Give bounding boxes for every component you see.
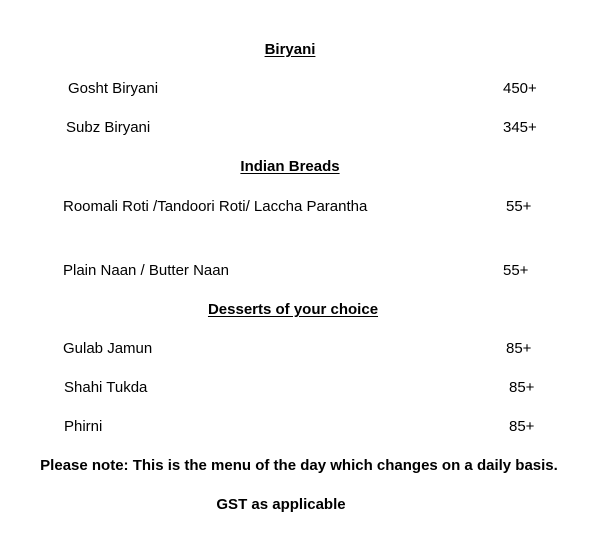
menu-item-name: Plain Naan / Butter Naan xyxy=(63,262,229,279)
menu-item-name: Subz Biryani xyxy=(66,119,151,136)
menu-item-name: Phirni xyxy=(64,418,103,435)
section-heading-biryani: Biryani xyxy=(264,41,316,58)
menu-item-name: Gosht Biryani xyxy=(68,80,159,97)
menu-item-price: 450+ xyxy=(503,80,537,97)
menu-item-price: 85+ xyxy=(509,379,535,396)
daily-menu-note: Please note: This is the menu of the day which changes on a daily basis. xyxy=(40,457,558,474)
menu-item-price: 345+ xyxy=(503,119,537,136)
section-heading-indian-breads: Indian Breads xyxy=(240,158,340,175)
menu-item-price: 55+ xyxy=(503,262,529,279)
gst-note: GST as applicable xyxy=(216,496,346,513)
menu-item-price: 55+ xyxy=(506,198,532,215)
section-heading-desserts: Desserts of your choice xyxy=(207,301,379,318)
menu-item-price: 85+ xyxy=(506,340,532,357)
menu-item-name: Shahi Tukda xyxy=(64,379,148,396)
menu-item-price: 85+ xyxy=(509,418,535,435)
menu-item-name: Gulab Jamun xyxy=(63,340,153,357)
menu-item-name: Roomali Roti /Tandoori Roti/ Laccha Parantha xyxy=(63,198,368,215)
